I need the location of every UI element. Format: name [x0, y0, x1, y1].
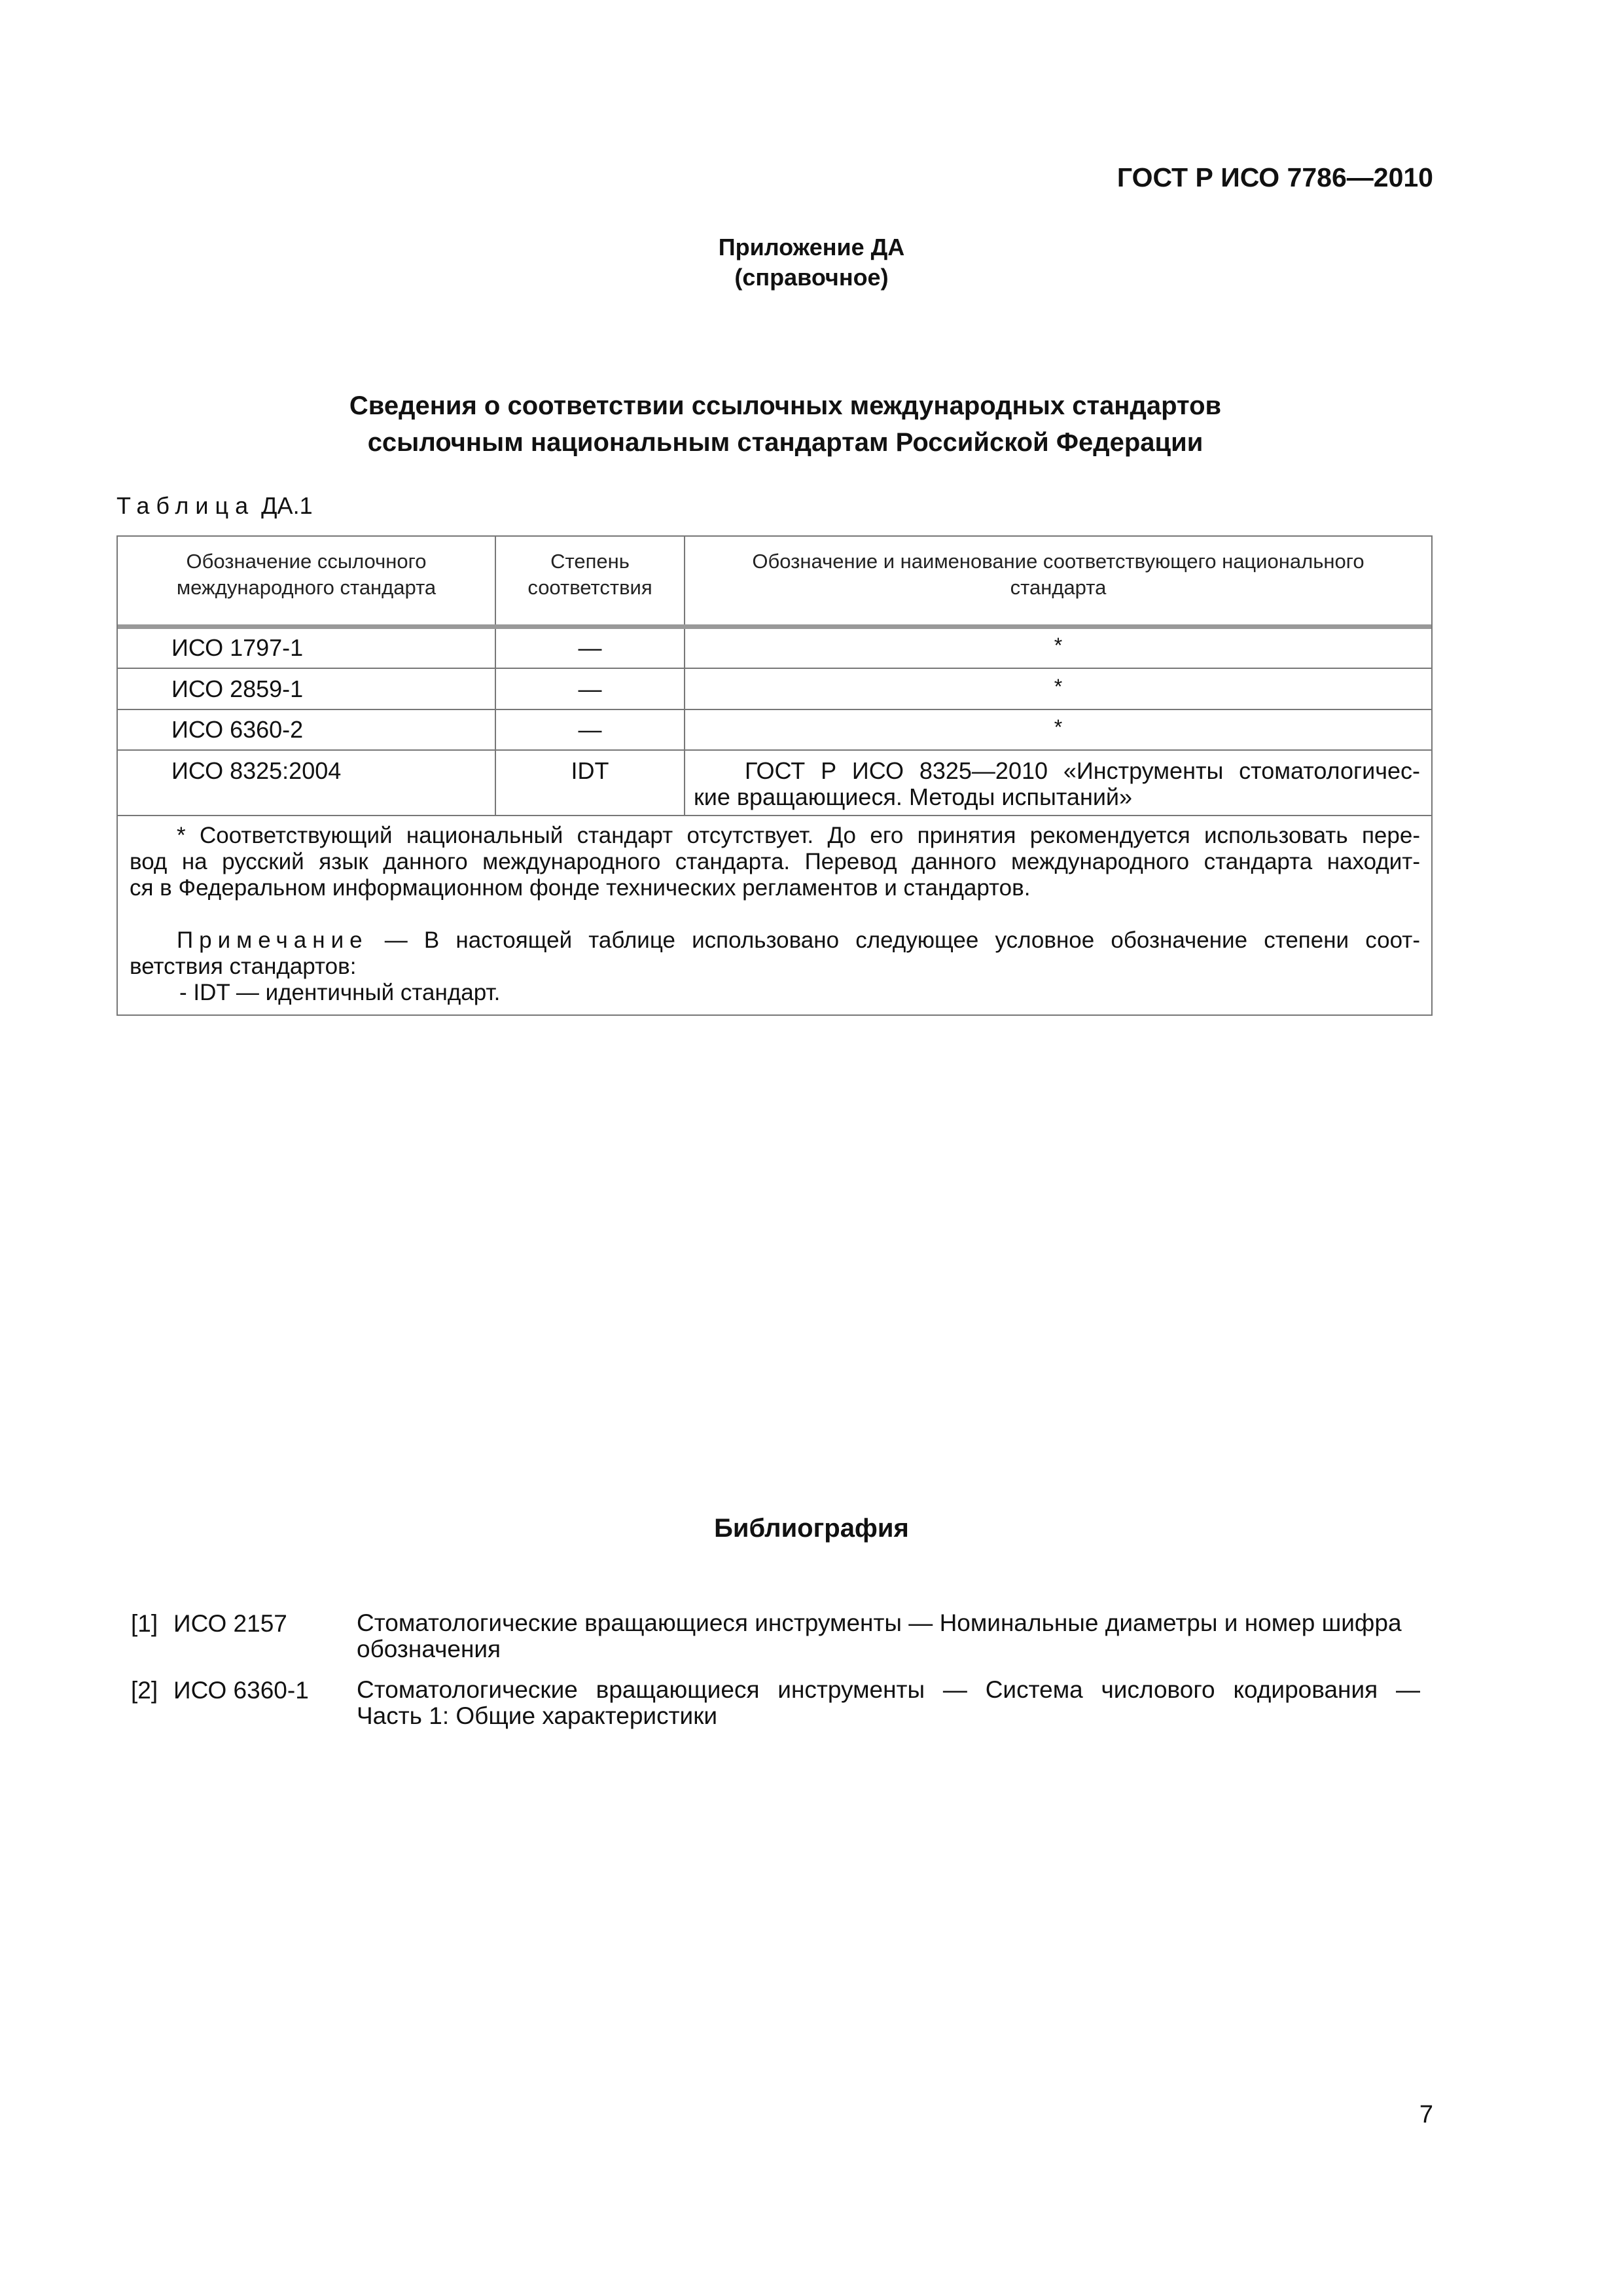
- table-row-divider: [118, 709, 1431, 710]
- table-caption-word: Таблица: [116, 492, 255, 519]
- table-cell-degree: —: [578, 675, 602, 702]
- bibliography-entry: [357, 1677, 1420, 1729]
- note-line: ветствия стандартов:: [130, 954, 357, 979]
- table-row-divider: [118, 749, 1431, 751]
- table-cell-degree: IDT: [571, 757, 609, 784]
- table-row-divider: [118, 668, 1431, 669]
- table-cell-intl: ИСО 8325:2004: [171, 757, 342, 784]
- table-cell-text: ГОСТ Р ИСО 8325—2010 «Инструменты стоматологичес-: [745, 757, 1420, 784]
- table-cell-national: *: [1054, 715, 1063, 739]
- bibliography-code: ИСО 6360-1: [173, 1677, 309, 1704]
- column-header-line: международного стандарта: [176, 576, 437, 599]
- table-cell-intl: ИСО 1797-1: [171, 634, 304, 661]
- page-number: 7: [1419, 2101, 1433, 2128]
- table-cell-degree: —: [578, 716, 602, 743]
- annex-title-line-2: ссылочным национальным стандартам Российской Федерации: [367, 428, 1204, 457]
- note-label: Примечание: [177, 927, 368, 953]
- bibliography-line: Стоматологические вращающиеся инструменты — Система числового кодирования —: [357, 1676, 1420, 1703]
- table-note: [130, 927, 1420, 1006]
- column-header-line: Обозначение ссылочного: [186, 550, 427, 573]
- annex-title-line-1: Сведения о соответствии ссылочных международных стандартов: [349, 391, 1222, 420]
- footnote-line: вод на русский язык данного международного стандарта. Перевод данного международного стандарта находит-: [130, 849, 1420, 874]
- table-footnote: [130, 823, 1420, 901]
- note-line: - IDT — идентичный стандарт.: [179, 980, 501, 1005]
- table-cell-national: *: [1054, 634, 1063, 657]
- column-header-line: соответствия: [527, 576, 652, 599]
- table-cell-line: [694, 758, 1420, 784]
- bibliography-title: Библиография: [714, 1514, 909, 1543]
- column-header-national: [685, 548, 1431, 601]
- note-text: — В настоящей таблице использовано следующее условное обозначение степени соот-: [368, 927, 1420, 953]
- bibliography-line: Часть 1: Общие характеристики: [357, 1702, 718, 1729]
- column-header-line: Обозначение и наименование соответствующего национального: [752, 550, 1364, 573]
- table-cell-intl: ИСО 2859-1: [171, 675, 304, 702]
- correspondence-table: [116, 535, 1433, 1016]
- table-header-rule: [118, 624, 1431, 629]
- table-caption: [116, 492, 313, 520]
- annex-heading: [484, 232, 1139, 293]
- footnote-line: * Соответствующий национальный стандарт отсутствует. До его принятия рекомендуется использовать пере-: [177, 823, 1420, 848]
- annex-kind: (справочное): [734, 264, 889, 291]
- column-header-line: Степень: [550, 550, 630, 573]
- table-cell-intl: ИСО 6360-2: [171, 716, 304, 743]
- bibliography-code: ИСО 2157: [173, 1610, 287, 1637]
- bibliography-line: Стоматологические вращающиеся инструменты — Номинальные диаметры и номер шифра: [357, 1609, 1402, 1636]
- table-caption-id: ДА.1: [261, 492, 313, 519]
- footnote-line: ся в Федеральном информационном фонде технических регламентов и стандартов.: [130, 875, 1031, 901]
- table-cell-national: *: [1054, 675, 1063, 698]
- annex-title: [131, 387, 1440, 461]
- bibliography-number: [2]: [131, 1677, 158, 1704]
- table-cell-line: кие вращающиеся. Методы испытаний»: [694, 783, 1133, 810]
- bibliography-entry: [357, 1610, 1420, 1662]
- column-header-degree: [496, 548, 684, 601]
- bibliography-number: [1]: [131, 1610, 158, 1637]
- column-header-intl: [118, 548, 495, 601]
- table-cell-degree: —: [578, 634, 602, 661]
- document-code: ГОСТ Р ИСО 7786—2010: [1116, 162, 1433, 192]
- note-line: [130, 927, 1420, 954]
- annex-name: Приложение ДА: [718, 234, 905, 260]
- table-cell-national: [694, 758, 1420, 810]
- table-footnote-divider: [118, 815, 1431, 816]
- bibliography-line: обозначения: [357, 1636, 501, 1662]
- column-header-line: стандарта: [1010, 576, 1107, 599]
